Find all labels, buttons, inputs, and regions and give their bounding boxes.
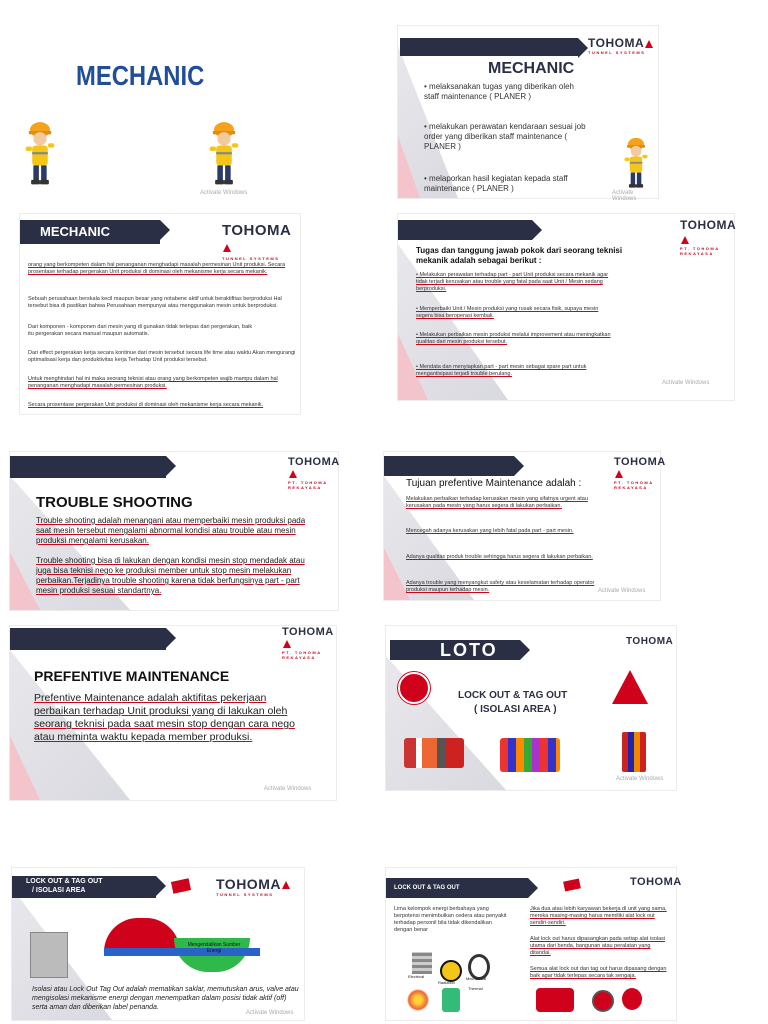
paragraph-6: Secara prosentase pergerakan Unit produksi di dominasi oleh mekanisme kerja secara mekanik. — [28, 402, 264, 408]
bullet-4: • Mendata dan menyiapkan part - part mesin sebagai spare part untuk mengantisipasi terjadi trouble berulang. — [416, 364, 587, 377]
logo-text: TOHOMA — [588, 36, 645, 50]
energy-cycle-diagram — [104, 908, 264, 988]
tohoma-logo — [680, 218, 736, 256]
slide-8-loto — [386, 626, 676, 790]
activate-windows-watermark: Activate Windows — [246, 1010, 294, 1016]
header-band — [10, 456, 166, 478]
activate-windows-watermark: Activate Windows — [264, 786, 312, 792]
lock-tag-icon — [171, 878, 191, 893]
radiation-icon — [440, 960, 462, 982]
slide-9-title-line1: LOCK OUT & TAG OUT — [26, 878, 103, 885]
mechanic-figure-icon — [204, 106, 244, 196]
activate-windows-watermark: Activate Windows — [612, 190, 637, 202]
slide-9-lockout-isolasi — [12, 868, 304, 1020]
slide-5-trouble-shooting — [10, 452, 338, 610]
slide-10-lockout-energy — [386, 868, 682, 1020]
right-paragraph-2: Alat lock out harus dipasangkan pada setiap alat isolasi utama dari benda, bangunan atau peralatan yang ditandai. — [530, 936, 666, 956]
slide-3-mechanic-description — [20, 214, 300, 414]
paragraph-2: Mencegah adanya kerusakan yang lebih fatal pada part - part mesin. — [406, 528, 574, 534]
energy-label-electrical: Electrical — [408, 974, 425, 979]
logo-subtext: TUNNEL SYSTEMS — [588, 50, 646, 55]
logo-subtext: TUNNEL SYSTEMS — [222, 256, 280, 261]
logo-triangle-icon — [283, 640, 291, 648]
valve-lock-icon — [592, 990, 614, 1012]
logo-text: TOHOMA — [680, 218, 737, 232]
electrical-icon — [412, 952, 432, 974]
header-band — [10, 628, 166, 650]
tohoma-logo — [216, 876, 290, 897]
bullet-2: • melakukan perawatan kendaraan sesuai job order yang diberikan staff maintenance ( PLANER ) — [424, 122, 586, 151]
slide-7-title: PREFENTIVE MAINTENANCE — [34, 668, 230, 684]
logo-triangle-icon — [223, 244, 231, 252]
bullet-3: • Melakukan perbaikan mesin produksi melalui improvement atau meningkatkan qualitas dari mesin produksi tersebut. — [416, 332, 611, 345]
slide-9-caption: Isolasi atau Lock Out Tag Out adalah mematikan saklar, memutuskan arus, valve atau mengisolasi mekanisme energi dengan menempatkan dalam posisi tidak aktif (off) serta aman dan diberikan label penanda. — [32, 986, 299, 1011]
paragraph-3: Adanya qualitas produk trouble sehingga harus segera di lakukan perbaikan. — [406, 554, 593, 560]
slide-1-title: MECHANIC — [76, 60, 205, 91]
cycle-label: Mengendalikan Sumber Energi — [187, 942, 241, 955]
paragraph-1: Melakukan perbaikan terhadap kerusakan mesin yang sifatnya urgent atau kerusakan pada mesin yang harus segera di lakukan perbaikan. — [406, 496, 588, 509]
header-band — [400, 38, 578, 56]
lockout-badge-icon — [398, 672, 430, 704]
slide-5-title: TROUBLE SHOOTING — [36, 494, 193, 511]
slide-4-responsibilities — [398, 214, 737, 400]
paragraph-2: Sebuah perusahaan berskala kecil maupun besar yang notabene aktif untuk beraktifitas berproduksi Hal tersebut bisa di pastikan bahwa Perusahaan mempunyai atau menggunakan mesin untuk berproduksi. — [28, 296, 282, 309]
logo-subtext: PT. TOHOMA REKAYASA — [614, 480, 654, 490]
bullet-2: • Memperbaiki Unit / Mesin produksi yang rusak secara fisik, supaya mesin segera bisa beroperasi kembali. — [416, 306, 599, 319]
slide-8-title: LOTO — [440, 640, 498, 660]
padlock-set-icon — [622, 732, 646, 772]
slide-6-title: Tujuan prefentive Maintenance adalah : — [406, 478, 582, 489]
energy-label-mechanical: Mechanical — [466, 976, 487, 981]
header-band — [398, 220, 532, 240]
logo-text: TOHOMA — [614, 456, 666, 468]
subtitle-isolasi: ( ISOLASI AREA ) — [474, 704, 557, 715]
lockout-kit-icon — [404, 738, 464, 768]
logo-text: TOHOMA — [216, 876, 281, 892]
left-text: Lima kelompok energi berbahaya yang berpotensi menimbulkan cedera atau penyakit terhadap personil bila tidak dikendalikan dengan benar — [394, 906, 507, 933]
logo-subtext: TUNNEL SYSTEMS — [216, 892, 274, 897]
logo-text: TOHOMA — [222, 222, 292, 239]
lockout-hasp-icon — [536, 988, 574, 1012]
logo-text: TOHOMA — [626, 636, 674, 647]
logo-triangle-icon — [615, 470, 623, 478]
logo-text: TOHOMA — [282, 626, 334, 638]
danger-triangle-icon — [612, 670, 648, 704]
tohoma-logo — [282, 626, 336, 660]
logo-triangle-icon — [681, 236, 689, 244]
cycle-arrow-red — [104, 918, 180, 952]
tohoma-logo — [222, 222, 300, 261]
paragraph-4: Adanya trouble yang menyangkut safety atau keselamatan terhadap operator produksi maupun terhadap mesin. — [406, 580, 595, 593]
right-paragraph-1: Jika dua atau lebih karyawan bekerja di unit yang sama, mereka masing-masing harus memiliki alat lock out sendiri-sendiri. — [530, 906, 667, 926]
tohoma-logo — [626, 636, 673, 647]
slide-1-mechanic-cover — [14, 26, 254, 198]
logo-triangle-icon — [289, 470, 297, 478]
paragraph-1: Trouble shooting adalah menangani atau memperbaiki mesin produksi pada saat mesin tersebut mengalami abnormal kondisi atau trouble atau mesin produksi mengalami kerusakan. — [36, 516, 306, 545]
slide-4-title: Tugas dan tanggung jawab pokok dari seorang teknisi mekanik adalah sebagai berikut : — [416, 246, 623, 265]
thermal-icon — [404, 988, 432, 1012]
bullet-1: • melaksanakan tugas yang diberikan oleh staff maintenance ( PLANER ) — [424, 82, 575, 101]
paragraph-5: Untuk menghindari hal ini maka seorang teknisi atau orang yang berkompeten wajib mampu dalam hal penanganan menghadapi masalah permesinan produksi. — [28, 376, 278, 389]
logo-triangle-icon — [645, 40, 653, 48]
paragraph-1: orang yang berkompeten dalam hal penanganan menghadapi masalah permesinan Unit produksi. Secara prosentase terhadap pergerakan Unit produksi di dominasi oleh mekanisme kerja secara mekanik. — [28, 262, 286, 275]
tohoma-logo — [588, 36, 653, 55]
mechanic-figure-icon — [620, 126, 652, 196]
logo-text: TOHOMA — [288, 456, 340, 468]
tohoma-logo — [288, 456, 340, 490]
mechanic-figure-icon — [20, 106, 60, 196]
logo-subtext: PT. TOHOMA REKAYASA — [680, 246, 720, 256]
paragraph-4: Dari effect pergerakan kerja secara kontinue dari mesin tersebut secara life time atau waktu Akan mengurangi optimalisasi kerja dan produktivitas kerja Terhadap Unit produksi tersebut. — [28, 350, 296, 363]
paragraph: Prefentive Maintenance adalah aktifitas pekerjaan perbaikan terhadap Unit produksi yang di lakukan oleh seorang teknisi pada saat mesin stop dengan cara nego atau meminta waktu kepada member produksi. — [34, 692, 295, 744]
slide-2-mechanic-tasks — [398, 26, 658, 202]
logo-subtext: PT. TOHOMA REKAYASA — [288, 480, 328, 490]
logo-text: TOHOMA — [630, 876, 682, 888]
lock-tag-icon — [563, 878, 581, 891]
paragraph-3: Dari komponen - komponen dari mesin yang di gunakan tidak terlepas dari pergerakan, baik itu pergerakan secara manual maupun automatis. — [28, 324, 253, 337]
subtitle-lockout: LOCK OUT & TAG OUT — [458, 690, 568, 701]
activate-windows-watermark: Activate Windows — [598, 588, 646, 594]
right-paragraph-3: Semua alat lock out dan tag out harus dipasang dengan baik agar tidak terlepas secara tak sengaja. — [530, 966, 667, 979]
logo-triangle-icon — [282, 881, 290, 889]
bullet-1: • Melakukan perawatan terhadap part - part Unit produksi secara mekanik agar tidak terjadi kerusakan atau trouble yang fatal pada saat Unit / Mesin sedang berproduksi. — [416, 272, 609, 292]
slide-3-title: MECHANIC — [40, 224, 111, 239]
slide-6-preventive-goals — [384, 452, 666, 600]
padlocks-icon — [500, 738, 560, 772]
slide-9-title-line2: / ISOLASI AREA — [32, 887, 86, 894]
switch-photo-icon — [30, 932, 68, 978]
energy-label-thermal: Thermal — [468, 986, 483, 991]
slide-2-title: MECHANIC — [488, 60, 575, 77]
tohoma-logo — [614, 456, 666, 490]
logo-subtext: PT. TOHOMA REKAYASA — [282, 650, 322, 660]
breaker-lock-icon — [622, 988, 642, 1010]
tohoma-logo — [630, 876, 682, 888]
slide-7-preventive-maintenance — [10, 626, 336, 800]
paragraph-2: Trouble shooting bisa di lakukan dengan kondisi mesin stop mendadak atau juga bisa teknisi nego ke produksi member untuk stop mesin melakukan perbaikan.Terjadinya trouble shooting karena tidak berfungsinya part - part mesin produksi sesuai standartnya. — [36, 556, 305, 595]
activate-windows-watermark: Activate Windows — [616, 776, 664, 782]
header-band — [384, 456, 514, 476]
slide-10-title: LOCK OUT & TAG OUT — [394, 885, 460, 891]
chemical-icon — [442, 988, 460, 1012]
energy-label-radiation: Radiation — [438, 980, 455, 985]
bullet-3: • melaporkan hasil kegiatan kepada staff maintenance ( PLANER ) — [424, 174, 568, 193]
activate-windows-watermark: Activate Windows — [662, 380, 710, 386]
activate-windows-watermark: Activate Windows — [200, 190, 248, 196]
